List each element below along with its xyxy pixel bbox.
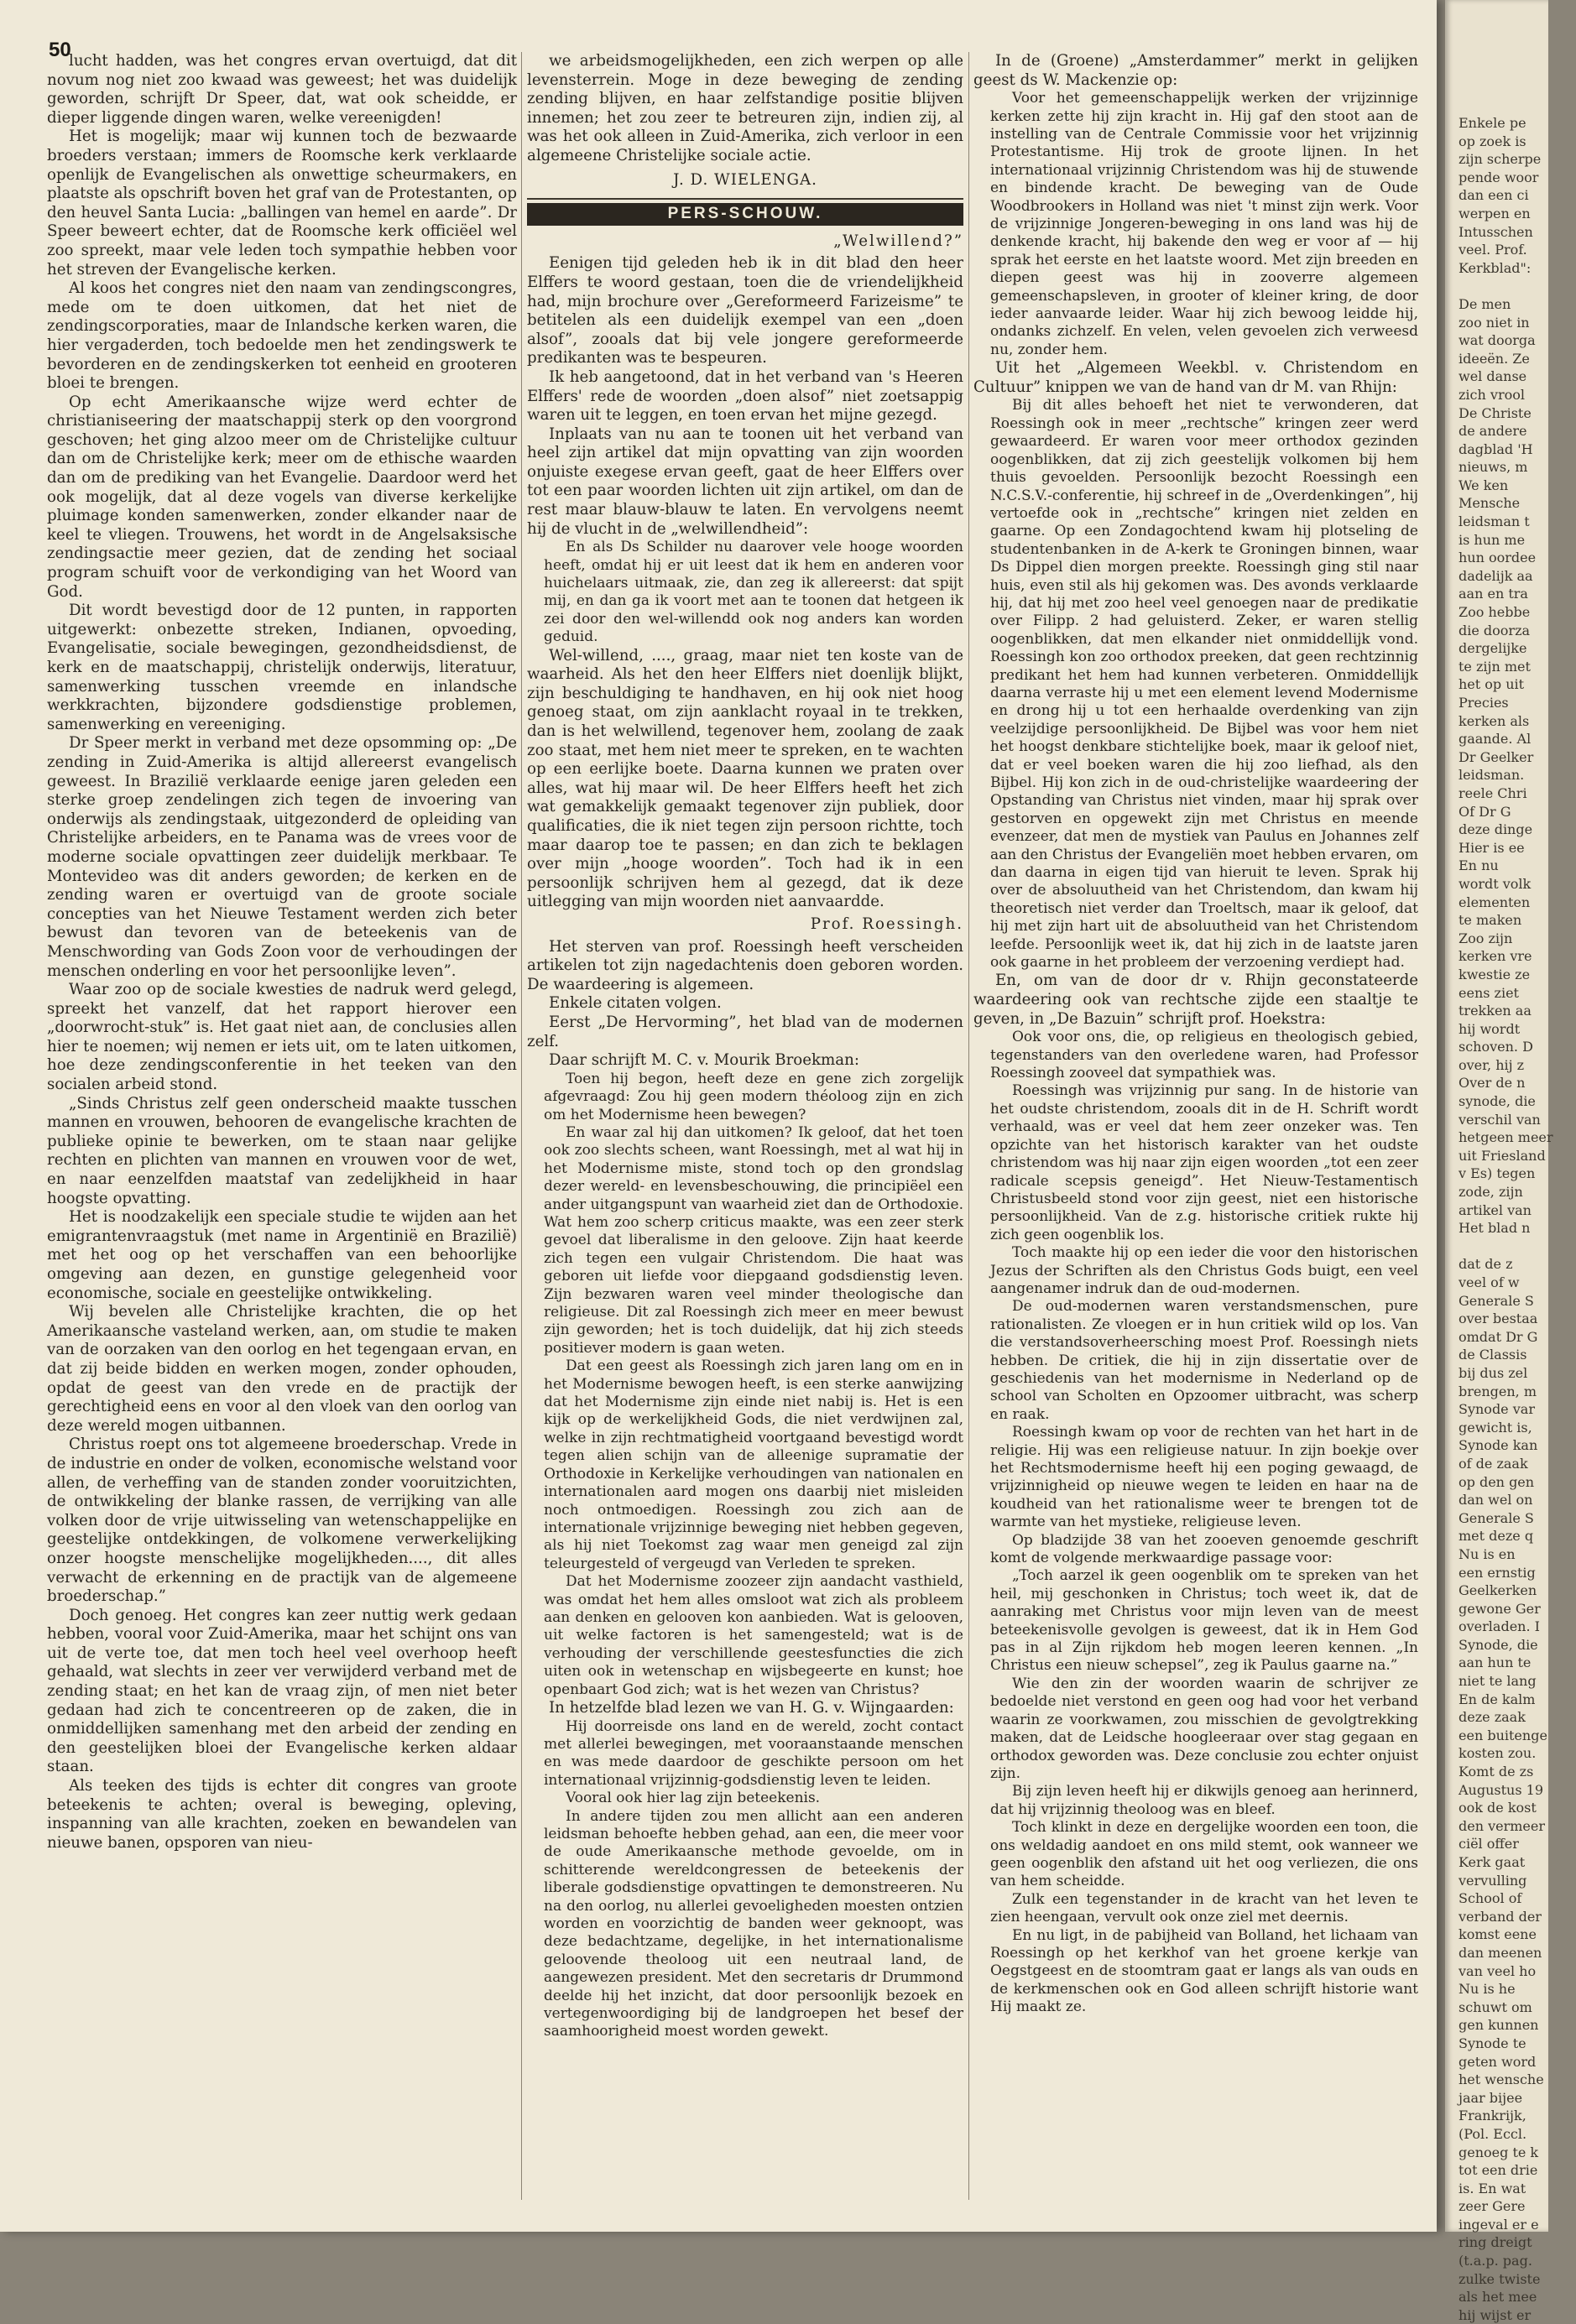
column-1 <box>47 52 517 2200</box>
column-2 <box>527 52 963 2200</box>
fragment-line: kwestie ze <box>1459 966 1531 982</box>
fragment-line: jaar bijee <box>1459 2089 1523 2106</box>
paragraph: Eerst „De Hervorming”, het blad van de modernen zelf. <box>527 1013 963 1050</box>
fragment-line: een buitenge <box>1459 1727 1547 1743</box>
fragment-line: geten word <box>1459 2053 1537 2070</box>
paragraph: Dit wordt bevestigd door de 12 punten, in rapporten uitgewerkt: onbezette streken, Indianen, opvoeding, Evangelisatie, sociale bewegingen, gezondheidsdienst, de kerk en de maatschappij, christelijk onderwijs, literatuur, samenwerking tusschen vreemde en inlandsche werkkrachten, bijzondere godsdienstige problemen, samenwerking en vereeniging. <box>47 602 517 733</box>
fragment-line: Zoo hebbe <box>1459 604 1531 621</box>
fragment-line: te zijn met <box>1459 658 1531 675</box>
fragment-line: wat doorga <box>1459 332 1536 349</box>
fragment-line: deze zaak <box>1459 1709 1526 1726</box>
fragment-line: de andere <box>1459 423 1527 440</box>
fragment-line: dadelijk aa <box>1459 567 1533 584</box>
paragraph: Ik heb aangetoond, dat in het verband van 's Heeren Elffers' rede de woorden „doen alsof” niet zoetsappig waren uit te leggen, en toen ervan het mijne gezegd. <box>527 367 963 425</box>
quote-paragraph: Toen hij begon, heeft deze en gene zich zorgelijk afgevraagd: Zou hij geen modern théoloog zijn en zich om het Modernisme heen bewegen? <box>544 1070 963 1123</box>
fragment-line: zulke twiste <box>1459 2270 1541 2287</box>
fragment-line: Zoo zijn <box>1459 930 1513 946</box>
paragraph: In hetzelfde blad lezen we van H. G. v. Wijngaarden: <box>549 1698 954 1717</box>
fragment-line: met deze q <box>1459 1528 1534 1545</box>
paragraph: Wij bevelen alle Christelijke krachten, die op het Amerikaansche vasteland werken, aan, om studie te maken van de oorzaken van den oorlog en het tegengaan ervan, en dat zij beide bidden en werken mogen, zonder ophouden, opdat de geest van den vrede en de practijk der gerechtigheid eens en voor al den vloek van den oorlog van deze wereld mogen uitbannen. <box>47 1303 517 1435</box>
quote-mackenzie: Voor het gemeenschappelijk werken der vrijzinnige kerken zette hij zijn kracht in. Hij gaf den stoot aan de instelling van de Centrale Commissie voor het vrijzinnig Protestantisme. Hij trok de groote lijnen. In het internationaal vrijzinnig Christendom was hij de stuwende en bindende kracht. De beweging van de Oude Woodbrookers in Holland was niet 't minst zijn werk. Voor de vrijzinnige Jongeren-beweging in ons land was hij de denkende kracht, hij bakende den weg er voor af — hij sprak het eerste en het laatste woord. Met zijn breeden en diepen geest was hij in zooverre algemeen gemeenschapsleven, in grooter of kleiner kring, de door ieder aanvaarde leider. Waar hij zich bewoog leidde hij, ondanks zichzelf. En velen, velen gevoelen zich verweesd nu, zonder hem. <box>990 90 1418 358</box>
fragment-line: En de kalm <box>1459 1691 1536 1707</box>
fragment-line: vervulling <box>1459 1872 1527 1889</box>
fragment-line: te maken <box>1459 912 1522 929</box>
fragment-line: die doorza <box>1459 622 1531 638</box>
quote-paragraph: Toch klinkt in deze en dergelijke woorden een toon, die ons weldadig aandoet en ons mild stemt, ook wanneer we geen oogenblik den afstand uit het oog verliezen, die ons van hem scheidde. <box>990 1819 1418 1890</box>
quote-hoekstra <box>973 1029 1418 2016</box>
fragment-line: hetgeen meer <box>1459 1129 1553 1146</box>
fragment-line: synode, die <box>1459 1093 1536 1110</box>
paragraphs-wijngaarden <box>527 1699 963 1718</box>
fragment-line: kerken vre <box>1459 948 1532 965</box>
paragraphs-van-rhijn <box>973 359 1418 397</box>
paragraph: Het is noodzakelijk een speciale studie te wijden aan het emigrantenvraagstuk (met name in Argentinië en Brazilië) met het oog op het verschaffen van een behoorlijke omgeving aan dezen, en gunstige gelegenheid voor economische, sociale en geestelijke ontwikkeling. <box>47 1208 517 1302</box>
paragraph: Dr Speer merkt in verband met deze opsomming op: „De zending in Zuid-Amerika is altijd allereerst evangelisch geweest. In Brazilië verklaarde eenige jaren geleden een sterke groep zendelingen zich tegen de invoering van onderwijs als zendingstaak, uitgezonderd de opleiding van Christelijke arbeiders, en te Panama was de vrees voor de moderne sociale opvattingen zeer duidelijk merkbaar. Te Montevideo was dit anders geworden; de kerken en de zending waren er overtuigd van de groote sociale concepties van het Nieuwe Testament werden zich beter bewust dan tevoren van de beteekenis van de Menschwording van Gods Zoon voor de verhoudingen der menschen onderling en voor het persoonlijke leven”. <box>47 734 517 980</box>
fragment-line: Augustus 19 <box>1459 1781 1544 1798</box>
paragraphs-hoekstra <box>973 972 1418 1029</box>
fragment-line: het op uit <box>1459 676 1525 693</box>
paragraph: Waar zoo op de sociale kwesties de nadruk werd gelegd, spreekt het vanzelf, dat het rapport hierover een „doorwrocht-stuk” is. Het gaat niet aan, de conclusies allen hier te noemen; wij nemen er iets uit, om te laten uitkomen, hoe deze zendingsconferentie in het teeken van den socialen arbeid stond. <box>47 981 517 1094</box>
fragment-line: werpen en <box>1459 205 1531 221</box>
paragraph: Doch genoeg. Het congres kan zeer nuttig werk gedaan hebben, vooral voor Zuid-Amerika, maar het schijnt ons van uit de verte toe, dat men toch heel veel overhoop heeft gehaald, wat slechts in zeer ver verwijderd verband met de zending staat; en het kan de vraag zijn, of men niet beter gedaan had zich te concentreeren op de zaken, die in onmiddellijken samenhang met den arbeid der zending en den geestelijken bloei der Evangelische kerken aldaar staan. <box>47 1606 517 1776</box>
paragraph: Uit het „Algemeen Weekbl. v. Christendom en Cultuur” knippen we van de hand van dr M. van Rhijn: <box>973 359 1418 396</box>
fragment-line: reele Chri <box>1459 784 1527 801</box>
fragment-line: gewone Ger <box>1459 1600 1541 1617</box>
quote-paragraph: Dat een geest als Roessingh zich jaren lang om en in het Modernisme bewogen heeft, is een sterke aanwijzing dat het Modernisme zijn einde niet nabij is. Het is een kijk op de werkelijkheid Gods, die niet verdwijnen zal, welke in zijn rechtmatigheid voortgaand bevestigd wordt tegen alien schijn van de alleenige supramatie der Orthodoxie in Kerkelijke verhoudingen van nationalen en internationalen aard mogen ons daarbij niet misleiden noch ontmoedigen. Roessingh zou zich aan de internationale vrijzinnige beweging niet hebben gegeven, als hij niet Toekomst zag waar men geneigd zal zijn teleurgesteld of vergeugd van Verleden te spreken. <box>544 1357 963 1572</box>
fragment-line: aan hun te <box>1459 1654 1532 1671</box>
fragment-line: Frankrijk, <box>1459 2108 1526 2124</box>
quote-paragraph: Ook voor ons, die, op religieus en theologisch gebied, tegenstanders van den overledene waren, had Professor Roessingh zooveel dat sympathiek was. <box>990 1029 1418 1082</box>
fragment-line: verband der <box>1459 1908 1542 1925</box>
paragraph: Al koos het congres niet den naam van zendingscongres, mede om te doen uitkomen, dat het niet de zendingscorporaties, maar de Inlandsche kerken waren, die hier vergaderden, toch bedoelde men het zendingswerk te bevorderen en de zendingskerken tot eenheid en grooteren bloei te brengen. <box>47 279 517 393</box>
fragment-line: dan meenen <box>1459 1944 1542 1961</box>
fragment-line: Mensche <box>1459 495 1521 512</box>
paragraph: Wel-willend, ...., graag, maar niet ten koste van de waarheid. Als het den heer Elffers niet doenlijk blijkt, zijn beschuldiging te handhaven, en hij ook niet hoog genoeg staat, om zijn aanklacht royaal in te trekken, dan is het welwillend, tegenover hem, zoolang de zaak zoo staat, met hem niet meer te spreken, en te wachten op een eerlijke boete. Daarna kunnen we praten over alles, wat hij maar wil. De heer Elffers heeft het zich wat gemakkelijk gemaakt tegenover zijn publiek, door qualificaties, die ik niet tegen zijn persoon richtte, toch maar daarop toe te passen; en dan zich te beklagen over mijn „hooge woorden”. Toch had ik in een persoonlijk schrijven hem al gezegd, dat ik deze uitlegging van mijn woorden niet aanvaardde. <box>527 646 963 911</box>
fragment-line: ring dreigt <box>1459 2234 1532 2251</box>
fragment-line <box>1459 277 1576 295</box>
fragment-line: zich vrool <box>1459 386 1525 403</box>
quote-paragraph: „Toch aarzel ik geen oogenblik om te spreken van het heil, mij geschonken in Christus; toch weet ik, dat de aanraking met Christus voor mijn leven van de meest beteekenisvolle gevolgen is geweest, dat ik in Hem God pas in al Zijn rijkdom heb mogen leeren kennen. „In Christus een nieuw schepsel”, zeg ik Paulus gaarne na.” <box>990 1567 1418 1675</box>
fragment-line: Hier is ee <box>1459 839 1525 856</box>
fragment-line: tot een drie <box>1459 2162 1538 2179</box>
fragment-line: dergelijke <box>1459 640 1527 657</box>
fragment-line: ook de kost <box>1459 1800 1537 1816</box>
paragraph: Het sterven van prof. Roessingh heeft verscheiden artikelen tot zijn nagedachtenis doen geboren worden. De waardeering is algemeen. <box>527 937 963 993</box>
paragraph: Daar schrijft M. C. v. Mourik Broekman: <box>549 1051 859 1070</box>
fragment-line: komst eene <box>1459 1926 1537 1943</box>
quote-paragraph: Zulk een tegenstander in de kracht van het leven te zien heengaan, vervult ook onze ziel met deernis. <box>990 1890 1418 1926</box>
fragment-line: aan en tra <box>1459 586 1528 602</box>
fragment-line: of de zaak <box>1459 1455 1528 1472</box>
fragment-line: op den gen <box>1459 1473 1535 1490</box>
fragment-line: nieuws, m <box>1459 459 1528 476</box>
quote-paragraph: Hij doorreisde ons land en de wereld, zocht contact met allerlei bewegingen, met vooraanstaande menschen en was mede daardoor de geschikte persoon om het internationaal vrijzinnig-godsdienstig leven te leiden. <box>544 1717 963 1789</box>
paragraph: „Sinds Christus zelf geen onderscheid maakte tusschen mannen en vrouwen, behooren de evangelische krachten de publieke opinie te bewerken, om te staan naar gelijke rechten en plichten van mannen en vrouwen voor de wet, en naar eenzelfden maatstaf van zedelijkheid in haar hoogste opvatting. <box>47 1094 517 1207</box>
fragment-line: En nu <box>1459 857 1499 874</box>
fragment-line: Synode, die <box>1459 1636 1538 1653</box>
fragment-line: Komt de zs <box>1459 1764 1534 1780</box>
adjacent-page-edge <box>1445 0 1553 2323</box>
fragment-line: uit Friesland <box>1459 1147 1546 1164</box>
fragment-line: De Christe <box>1459 404 1532 421</box>
paragraphs-welwillend <box>527 254 963 539</box>
fragment-line: Het blad n <box>1459 1220 1531 1237</box>
paragraph: En, om van de door dr v. Rhijn geconstateerde waardeering ook van rechtsche zijde een staaltje te geven, in „De Bazuin” schrijft prof. Hoekstra: <box>973 972 1418 1028</box>
fragment-line: omdat Dr G <box>1459 1328 1538 1345</box>
fragment-line: een ernstig <box>1459 1564 1536 1581</box>
fragment-line: Nu is he <box>1459 1981 1516 1998</box>
quote-paragraph: En waar zal hij dan uitkomen? Ik geloof, dat het toen ook zoo slechts scheen, want Roessingh, met al wat hij in het Modernisme miste, stond toch op den grondslag dezer wereld- en levensbeschouwing, die principiëel een ander uitgangspunt van waarheid ziet dan de Orthodoxie. Wat hem zoo scherp criticus maakte, was een zeer sterk gevoel dat liberalisme in den geloove. Zijn haat keerde zich tegen een vulgair Christendom. Die haat was geboren uit liefde voor diepgaand godsdienstig leven. Zijn bezwaren waren veel minder theologische dan religieuse. Dit zal Roessingh zich meer en meer bewust zijn geworden; het is toch duidelijk, dat hij zich steeds positiever modern is gaan weten. <box>544 1123 963 1357</box>
fragment-line: zode, zijn <box>1459 1184 1523 1201</box>
fragment-line: School of <box>1459 1890 1522 1907</box>
quote-paragraph: Roessingh kwam op voor de rechten van het hart in de religie. Hij was een religieuse natuur. In zijn boekje over het Rechtsmodernisme heeft hij een poging gewaagd, de vrijzinnigheid op nieuwe wegen te leiden en haar na de koudheid van het rationalisme weer te brengen tot de warmte van het mystieke, religieuse leven. <box>990 1424 1418 1531</box>
quote-paragraph: De oud-modernen waren verstandsmenschen, pure rationalisten. Ze vloegen er in hun critiek wild op los. Van die verstandsoverheersching moest Prof. Roessingh niets hebben. De critiek, die hij in zijn dissertatie over de geschiedenis van het modernisme in Nederland op de school van Scholten en Opzoomer uitbracht, was scherp en raak. <box>990 1298 1418 1423</box>
quote-paragraph: Bij zijn leven heeft hij er dikwijls genoeg aan herinnerd, dat hij vrijzinnig theoloog was en bleef. <box>990 1783 1418 1818</box>
fragment-line: Synode var <box>1459 1401 1535 1418</box>
fragment-line: leidsman. <box>1459 767 1525 784</box>
fragment-line: Precies <box>1459 695 1509 711</box>
fragment-line: dagblad 'H <box>1459 440 1533 457</box>
quote-van-rhijn <box>973 397 1418 972</box>
quote-wijngaarden <box>527 1718 963 2041</box>
fragment-line: het wensche <box>1459 2071 1544 2088</box>
paragraphs-welwillend-2 <box>527 647 963 912</box>
adjacent-page-text <box>1459 114 1576 2324</box>
quote-paragraph: In andere tijden zou men allicht aan een anderen leidsman behoefte hebben gehad, aan een, die meer voor de oude Amerikaansche methode gevoelde, om in schitterende wereldcongressen de beteekenis der liberale godsdienstige opvattingen te demonstreeren. Nu na den oorlog, nu allerlei gevoeligheden moesten ontzien worden en voorzichtig de banden weer geknoopt, was deze bedachtzame, degelijke, in het internationalisme geloovende theoloog uit een neutraal land, de aangewezen president. Met den secretaris dr Drummond deelde hij het inzicht, dat door persoonlijk bezoek en vertegenwoordiging bij de landgroepen het besef der saamhoorigheid moest worden gewekt. <box>544 1807 963 2040</box>
quote-paragraph: Toch maakte hij op een ieder die voor den historischen Jezus der Schriften als den Christus Gods buigt, een veel aangenamer indruk dan de oud-modernen. <box>990 1244 1418 1297</box>
fragment-line: is. En wat <box>1459 2180 1526 2196</box>
fragment-line: verschil van <box>1459 1111 1541 1128</box>
author-signature: J. D. WIELENGA. <box>673 170 817 189</box>
fragment-line: zeer Gere <box>1459 2198 1526 2215</box>
fragment-line: artikel van <box>1459 1201 1532 1218</box>
fragment-line: veel. Prof. <box>1459 242 1527 258</box>
fragment-line: schuwt om <box>1459 1998 1532 2015</box>
fragment-line: van veel ho <box>1459 1962 1537 1979</box>
fragment-line: overladen. I <box>1459 1618 1540 1635</box>
fragment-line: (t.a.p. pag. <box>1459 2253 1532 2269</box>
fragment-line: (Pol. Eccl. <box>1459 2125 1527 2142</box>
fragment-line: is hun me <box>1459 531 1526 548</box>
paragraph: Eenigen tijd geleden heb ik in dit blad den heer Elffers te woord gestaan, toen die de vriendelijkheid had, mijn brochure over „Gereformeerd Farizeisme” te betitelen als een duidelijk exempel van een „doen alsof”, zooals dat bij vele jongere gereformeerde predikanten was te bespeuren. <box>527 254 963 367</box>
fragment-line: ideeën. Ze <box>1459 350 1530 367</box>
fragment-line: kerken als <box>1459 712 1530 729</box>
fragment-line: Over de n <box>1459 1075 1526 1092</box>
fragment-line: dat de z <box>1459 1256 1513 1273</box>
fragment-line: ciël offer <box>1459 1836 1519 1852</box>
fragment-line: Dr Geelker <box>1459 748 1534 765</box>
fragment-line: De men <box>1459 295 1511 312</box>
fragment-line: v Es) tegen <box>1459 1165 1536 1182</box>
fragment-line: dan een ci <box>1459 187 1529 204</box>
fragment-line: Kerk gaat <box>1459 1854 1526 1870</box>
page-number: 50 <box>49 39 71 61</box>
fragment-line: zoo niet in <box>1459 314 1530 331</box>
column-3 <box>973 52 1418 2200</box>
fragment-line: Intusschen <box>1459 223 1533 240</box>
fragment-line: wel danse <box>1459 368 1527 385</box>
fragment-line: over, hij z <box>1459 1056 1525 1073</box>
quote-elffers: En als Ds Schilder nu daarover vele hooge woorden heeft, omdat hij er uit leest dat ik hem en anderen voor huichelaars uitmaak, zie, dan zeg ik allereerst: dat spijt mij, en dan ga ik voort met aan te toonen dat hetgeen ik zei door den wel-willendd ook nog anders kan worden geduid. <box>544 539 963 646</box>
fragment-line: gaande. Al <box>1459 731 1532 748</box>
fragment-line: op zoek is <box>1459 133 1526 149</box>
paragraph: Als teeken des tijds is echter dit congres van groote beteekenis te achten; overal is beweging, opleving, inspanning van alle krachten, zoeken en bewandelen van nieuwe banen, opsporen van nieu- <box>47 1777 517 1852</box>
paragraphs-mackenzie <box>973 52 1418 90</box>
subheading-welwillend: „Welwillend?” <box>833 232 963 250</box>
fragment-line: hij wijst er <box>1459 2306 1532 2323</box>
fragment-line: als het mee <box>1459 2289 1537 2306</box>
fragment-line: Generale S <box>1459 1509 1534 1526</box>
quote-paragraph: Op bladzijde 38 van het zooeven genoemde geschrift komt de volgende merkwaardige passage voor: <box>990 1531 1418 1567</box>
section-rule <box>527 198 963 200</box>
paragraph: Christus roept ons tot algemeene broederschap. Vrede in de industrie en onder de volken, economische welstand voor allen, de verheffing van de standen zonder vooruitzichten, de ontwikkeling der blanke rassen, de verrijking van alle volken door de vrije uitwisseling van wetenschappelijke en geestelijke ontdekkingen, de volkomene verwerkelijking onzer hoogste menschelijke mogelijkheden...., dit alles verwacht de erkenning en de practijk van de algemeene broederschap.” <box>47 1436 517 1606</box>
fragment-line: trekken aa <box>1459 1003 1532 1019</box>
fragment-line: Generale S <box>1459 1292 1534 1309</box>
quote-paragraph: Vooral ook hier lag zijn beteekenis. <box>566 1790 821 1807</box>
fragment-line <box>1459 1238 1576 1256</box>
fragment-line: niet te lang <box>1459 1673 1537 1690</box>
fragment-line: elementen <box>1459 894 1531 910</box>
fragment-line: gewicht is, <box>1459 1419 1532 1436</box>
paragraph: Het is mogelijk; maar wij kunnen toch de bezwaarde broeders verstaan; immers de Roomsche kerk verklaarde openlijk de Evangelischen als onwettige scheurmakers, en plaatste als opschrift boven het graf van de Protestanten, op den heuvel Santa Lucia: „ballingen van hemel en aarde”. Dr Speer beweert echter, dat de Roomsche kerk officiëel wel zoo spreekt, maar vele leden toch sympathie hebben voor het streven der Evangelische kerken. <box>47 128 517 279</box>
quote-paragraph: Bij dit alles behoeft het niet te verwonderen, dat Roessingh ook in meer „rechtsche” kringen zeer werd gewaardeerd. Er waren voor meer orthodox gezinden oogenblikken, dat zij zich geestelijk volkomen bij hem thuis gevoelden. Persoonlijk bezocht Roessingh een N.C.S.V.-conferentie, hij schreef in de „Overdenkingen”, hij vertoefde ook in „rechtsche” kringen niet zelden en gaarne. Op een Zondagochtend kwam hij plotseling de studentenbanken in de A-kerk te Groningen binnen, waar Ds Dippel dien morgen preekte. Roessingh ging stil naar huis, even stil als hij gekomen was. Des avonds verklaarde hij, dat hij met zoo heel veel genoegen naar de predikatie over Filipp. 2 had geluisterd. Zeker, er waren stellig oogenblikken, dat men elkander niet onmiddellijk vond. Roessingh kon zoo orthodox preeken, dat geen rechtzinnig predikant het hem had kunnen verbeteren. Onmiddellijk daarna verraste hij u met een element levend Modernisme en drong hij u tot een herhaalde overdenking van zijn veelzijdige persoonlijkheid. De Bijbel was voor hem niet het hoogst denkbare stichtelijke boek, maar ik geloof niet, dat er veel boeken waren die hij zoo liefhad, als den Bijbel. Hij kon zich in de oud-christelijke waardeering der Opstanding van Christus niet vinden, maar hij sprak over gestorven en opgewekt zijn met Christus en meende evenzeer, dat men de mystiek van Paulus en Johannes zelf aan den Christus der Evangeliën moet hebben ervaren, om dan daarna in eigen tijd van hieruit te leven. Sprak hij over de absoluutheid van het Christendom, dan kwam hij theoretisch niet verder dan Troeltsch, maar ik geloof, dat hij met zijn hart uit de absoluutheid van het Christendom leefde. Persoonlijk weet ik, dat hij zich in de laatste jaren ook gaarne in het probleem der verzoening verdiept had. <box>990 397 1418 972</box>
fragment-line: leidsman t <box>1459 513 1530 530</box>
quote-paragraph: Dat het Modernisme zoozeer zijn aandacht vasthield, was omdat het hem alles omsloot wat zich als probleem aan denken en gelooven kon aanbieden. Wat is gelooven, uit welke factoren is het samengesteld; wat is de verhouding der verschillende geestesfuncties die zich uiten ook in wetenschap en wijsbegeerte en kunst; hoe openbaart God zich; wat is het wezen van Christus? <box>544 1573 963 1698</box>
fragment-line: ingeval er e <box>1459 2216 1539 2233</box>
fragment-line: Synode kan <box>1459 1437 1538 1454</box>
quote-paragraph: Wie den zin der woorden waarin de schrijver ze bedoelde niet verstond en geen oog had voor het verband waarin ze voorkwamen, zou misschien de gevolgtrekking maken, dat de Leidsche hoogleeraar over stag gegaan en orthodox geworden was. Deze conclusie zou echter onjuist zijn. <box>990 1675 1418 1782</box>
quote-broekman <box>527 1071 963 1699</box>
fragment-line: deze dinge <box>1459 821 1533 838</box>
section-title: PERS-SCHOUW. <box>527 203 963 226</box>
fragment-line: over bestaa <box>1459 1311 1538 1327</box>
subheading-roessingh: Prof. Roessingh. <box>810 915 963 933</box>
fragment-line: eens ziet <box>1459 984 1519 1001</box>
fragment-line: kosten zou. <box>1459 1745 1537 1762</box>
quote-paragraph: Roessingh was vrijzinnig pur sang. In de historie van het oudste christendom, zooals dit in de H. Schrift wordt verhaald, was er veel dat hem zeer onzeker was. Ten opzichte van het historisch karakter van het oudste christendom was hij naar zijn eigen woorden „tot een zeer radicale scepsis geneigd”. Het Nieuw-Testamentisch Christusbeeld stond voor zijn geest, niet een historische persoonlijkheid. Van de z.g. historische critiek rukte hij zich geen oogenblik los. <box>990 1082 1418 1243</box>
paragraphs-roessingh <box>527 938 963 1071</box>
fragment-line: Kerkblad": <box>1459 259 1532 276</box>
fragment-line: pende woor <box>1459 169 1539 185</box>
paragraph: Op echt Amerikaansche wijze werd echter de christianiseering der maatschappij sterk op den voorgrond geschoven; het ging alzoo meer om de Christelijke cultuur dan om de Christelijke kerk; meer om de ethische waarden dan om de prediking van het Evangelie. Daardoor werd het ook mogelijk, dat al deze vogels van diverse kerkelijke pluimage konden samenwerken, zonder elkander naar de keel te vliegen. Trouwens, het wordt in de Angelsaksische zendingsactie meer gezien, dat de zending het sociaal program schuift voor de verkondiging van het Woord van God. <box>47 393 517 601</box>
paragraph: In de (Groene) „Amsterdammer” merkt in gelijken geest ds W. Mackenzie op: <box>973 52 1418 89</box>
article-closing-paragraph: we arbeidsmogelijkheden, een zich werpen op alle levensterrein. Moge in deze beweging de zending zending blijven, en haar zelfstandige positie blijven innemen; het zou zeer te betreuren zijn, indien zij, al was het ook alleen in Zuid-Amerika, zich verloor in een algemeene Christelijke sociale actie. <box>527 52 963 164</box>
fragment-line: bij dus zel <box>1459 1364 1528 1381</box>
fragment-line: Enkele pe <box>1459 115 1526 131</box>
fragment-line: zijn scherpe <box>1459 151 1542 168</box>
fragment-line: de Classis <box>1459 1347 1527 1363</box>
column-divider <box>968 52 969 2200</box>
fragment-line: brengen, m <box>1459 1383 1537 1399</box>
fragment-line: Of Dr G <box>1459 803 1511 820</box>
quote-paragraph: En nu ligt, in de pabijheid van Bolland, het lichaam van Roessingh op het kerkhof van het groene kerkje van Oegstgeest en de stoomtram gaat er langs als van ouds en de kerkmenschen ook en God alleen schrijft historie want Hij maakt ze. <box>990 1926 1418 2016</box>
fragment-line: Synode te <box>1459 2035 1526 2051</box>
paragraph: lucht hadden, was het congres ervan overtuigd, dat dit novum nog niet zoo kwaad was geweest; het was duidelijk geworden, schrijft Dr Speer, dat, wat ook scheidde, er dieper liggende dingen waren, welke vereenigden! <box>47 52 517 127</box>
fragment-line: Geelkerken <box>1459 1582 1537 1599</box>
fragment-line: den vermeer <box>1459 1817 1546 1834</box>
fragment-line: wordt volk <box>1459 875 1532 892</box>
fragment-line: We ken <box>1459 477 1509 493</box>
paragraph: Enkele citaten volgen. <box>549 994 722 1013</box>
fragment-line: genoeg te k <box>1459 2144 1539 2160</box>
fragment-line: hun oordee <box>1459 550 1537 566</box>
fragment-line: veel of w <box>1459 1274 1520 1290</box>
fragment-line: schoven. D <box>1459 1039 1533 1055</box>
fragment-line: hij wordt <box>1459 1020 1521 1037</box>
column-divider <box>521 52 522 2200</box>
fragment-line: dan wel on <box>1459 1492 1533 1509</box>
paragraph: Inplaats van nu aan te toonen uit het verband van heel zijn artikel dat mijn opvatting van zijn woorden onjuiste exegese ervan geeft, gaat de heer Elffers over tot een paar woorden lichten uit zijn artikel, om dan de rest maar blauw-blauw te laten. En vervolgens neemt hij de vlucht in de „welwillendheid”: <box>527 425 963 538</box>
fragment-line: Nu is en <box>1459 1545 1516 1562</box>
fragment-line: gen kunnen <box>1459 2017 1539 2034</box>
